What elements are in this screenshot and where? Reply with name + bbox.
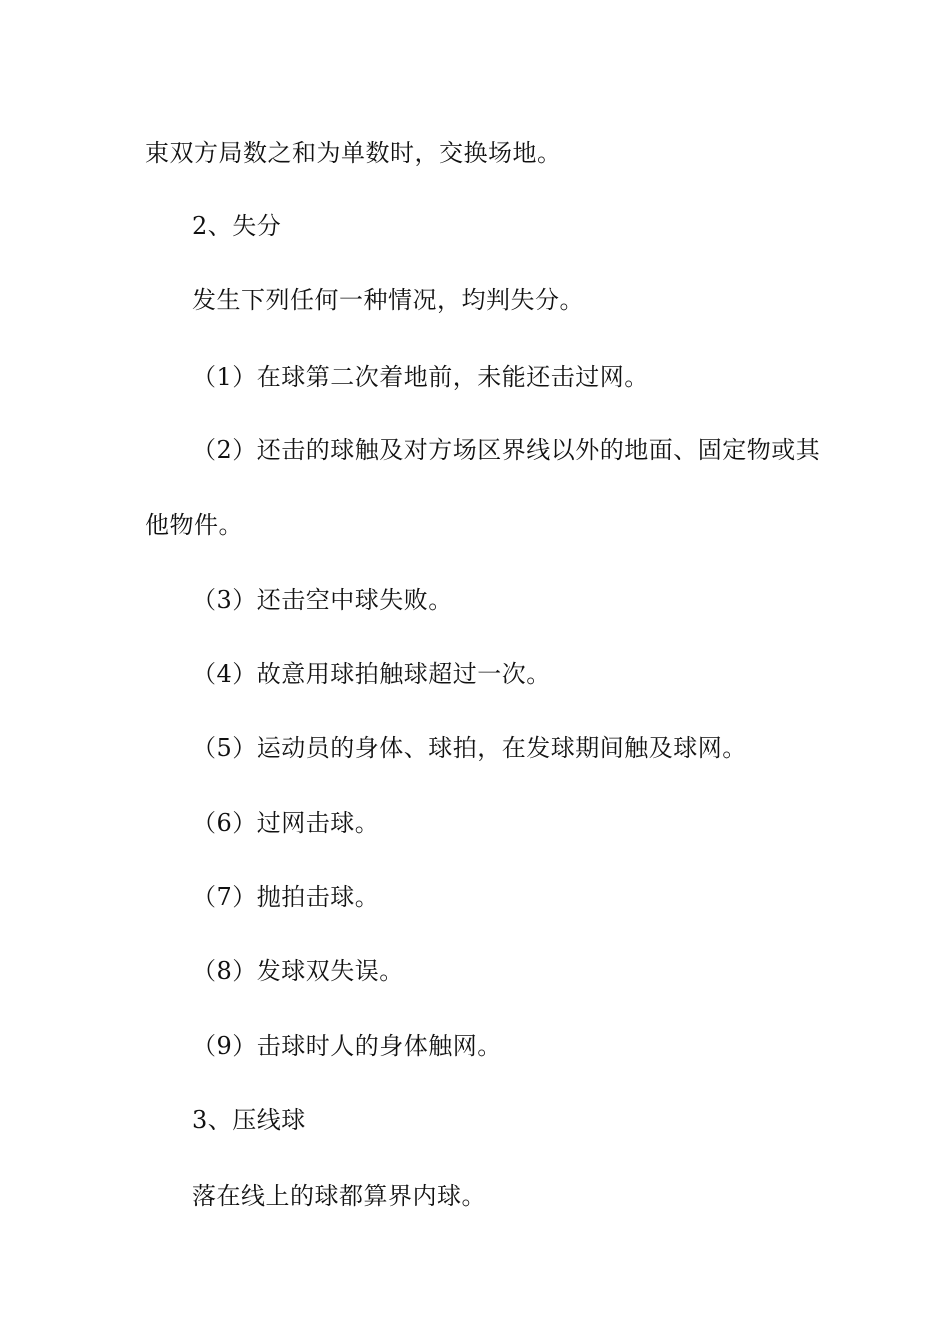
list-item-8: （8）发球双失误。 bbox=[192, 957, 404, 985]
list-item-4: （4）故意用球拍触球超过一次。 bbox=[192, 660, 551, 688]
list-item-2-continuation: 他物件。 bbox=[145, 511, 243, 539]
list-item-9: （9）击球时人的身体触网。 bbox=[192, 1032, 502, 1060]
list-item-5: （5）运动员的身体、球拍，在发球期间触及球网。 bbox=[192, 734, 747, 762]
paragraph-intro: 发生下列任何一种情况，均判失分。 bbox=[192, 286, 584, 314]
list-item-2: （2）还击的球触及对方场区界线以外的地面、固定物或其 bbox=[192, 436, 821, 464]
section-heading-line-ball: 3、压线球 bbox=[192, 1106, 306, 1134]
list-item-3: （3）还击空中球失败。 bbox=[192, 586, 453, 614]
list-item-1: （1）在球第二次着地前，未能还击过网。 bbox=[192, 363, 649, 391]
paragraph-line-ball-rule: 落在线上的球都算界内球。 bbox=[192, 1182, 486, 1210]
list-item-6: （6）过网击球。 bbox=[192, 809, 380, 837]
section-heading-scoring-loss: 2、失分 bbox=[192, 212, 282, 240]
paragraph-line-continuation: 束双方局数之和为单数时，交换场地。 bbox=[145, 139, 562, 167]
list-item-7: （7）抛拍击球。 bbox=[192, 883, 380, 911]
